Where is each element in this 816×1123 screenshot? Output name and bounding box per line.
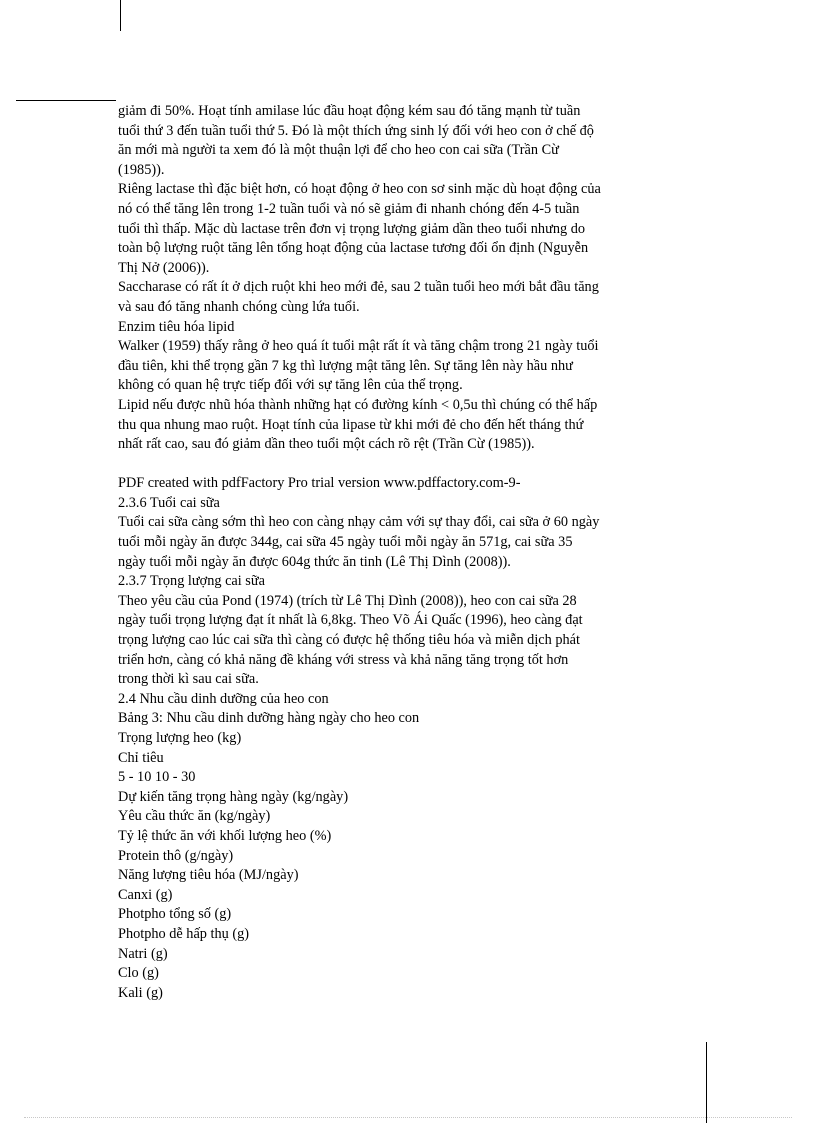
text-line: Tuổi cai sữa càng sớm thì heo con càng nhạy cảm với sự thay đổi, cai sữa ở 60 ngày [118, 514, 600, 531]
text-line: toàn bộ lượng ruột tăng lên tổng hoạt động của lactase tương đối ổn định (Nguyễn [118, 240, 589, 257]
text-line: Walker (1959) thấy rằng ở heo quá ít tuổi mật rất ít và tăng chậm trong 21 ngày tuổi [118, 338, 599, 355]
crop-mark-top-horizontal [16, 100, 116, 101]
table-line: Natri (g) [118, 945, 168, 962]
text-line: Riêng lactase thì đặc biệt hơn, có hoạt động ở heo con sơ sinh mặc dù hoạt động của [118, 181, 601, 198]
text-line: Theo yêu cầu của Pond (1974) (trích từ Lê Thị Dình (2008)), heo con cai sữa 28 [118, 592, 577, 609]
text-line: thu qua nhung mao ruột. Hoạt tính của lipase từ khi mới đẻ cho đến hết tháng thứ [118, 416, 584, 433]
text-line: ngày tuổi mỗi ngày ăn được 604g thức ăn tinh (Lê Thị Dình (2008)). [118, 553, 511, 570]
text-line: Saccharase có rất ít ở dịch ruột khi heo mới đẻ, sau 2 tuần tuổi heo mới bắt đầu tăng [118, 279, 599, 296]
document-body [118, 102, 663, 1003]
section-heading: 2.4 Nhu cầu dinh dưỡng của heo con [118, 690, 329, 707]
text-line: không có quan hệ trực tiếp đối với sự tăng lên của thể trọng. [118, 377, 463, 394]
text-line: Thị Nở (2006)). [118, 259, 210, 276]
text-line: tuổi thì thấp. Mặc dù lactase trên đơn vị trọng lượng giảm dần theo tuổi nhưng do [118, 220, 585, 237]
section-heading: 2.3.6 Tuổi cai sữa [118, 494, 220, 511]
text-line: nhất rất cao, sau đó giảm dần theo tuổi một cách rõ rệt (Trần Cừ (1985)). [118, 436, 535, 453]
table-line: Năng lượng tiêu hóa (MJ/ngày) [118, 867, 299, 884]
blank-line [118, 455, 663, 475]
text-line: tuổi mỗi ngày ăn được 344g, cai sữa 45 ngày tuổi mỗi ngày ăn 571g, cai sữa 35 [118, 534, 573, 551]
text-line: trọng lượng cao lúc cai sữa thì càng có được hệ thống tiêu hóa và miễn dịch phát [118, 632, 580, 649]
pdf-footer-note: PDF created with pdfFactory Pro trial version www.pdffactory.com-9- [118, 475, 521, 492]
text-line: Lipid nếu được nhũ hóa thành những hạt có đường kính < 0,5u thì chúng có thể hấp [118, 396, 598, 413]
crop-mark-top-vertical [120, 0, 121, 31]
text-line: nó có thể tăng lên trong 1-2 tuần tuổi và nó sẽ giảm đi nhanh chóng đến 4-5 tuần [118, 200, 580, 217]
table-line: Trọng lượng heo (kg) [118, 730, 242, 746]
table-line: Photpho tổng số (g) [118, 906, 232, 923]
text-line: ngày tuổi trọng lượng đạt ít nhất là 6,8kg. Theo Võ Ái Quấc (1996), heo càng đạt [118, 612, 583, 629]
text-line: giảm đi 50%. Hoạt tính amilase lúc đầu hoạt động kém sau đó tăng mạnh từ tuần [118, 103, 581, 119]
table-line: Kali (g) [118, 984, 163, 1001]
table-line: 5 - 10 10 - 30 [118, 769, 196, 786]
page-bottom-dotted-line [24, 1117, 792, 1118]
text-line: tuổi thứ 3 đến tuần tuổi thứ 5. Đó là một thích ứng sinh lý đối với heo con ở chế độ [118, 122, 594, 139]
table-line: Canxi (g) [118, 886, 173, 903]
section-heading: Enzim tiêu hóa lipid [118, 318, 235, 335]
table-line: Protein thô (g/ngày) [118, 847, 234, 864]
table-line: Photpho dễ hấp thụ (g) [118, 925, 250, 942]
table-line: Dự kiến tăng trọng hàng ngày (kg/ngày) [118, 788, 349, 805]
text-line: và sau đó tăng nhanh chóng cùng lứa tuổi. [118, 298, 360, 315]
table-line: Yêu cầu thức ăn (kg/ngày) [118, 808, 271, 825]
text-line: trong thời kì sau cai sữa. [118, 671, 259, 688]
table-line: Tỷ lệ thức ăn với khối lượng heo (%) [118, 827, 332, 844]
text-line: ăn mới mà người ta xem đó là một thuận lợi để cho heo con cai sữa (Trần Cừ [118, 142, 559, 159]
text-line: đầu tiên, khi thể trọng gần 7 kg thì lượng mật tăng lên. Sự tăng lên này hầu như [118, 357, 573, 374]
section-before-gap [118, 102, 663, 455]
text-line: triển hơn, càng có khả năng đề kháng với stress và khả năng tăng trọng tốt hơn [118, 651, 569, 668]
section-heading: 2.3.7 Trọng lượng cai sữa [118, 573, 265, 590]
table-line: Clo (g) [118, 965, 159, 982]
section-after-gap [118, 474, 663, 1003]
table-line: Chỉ tiêu [118, 749, 164, 766]
crop-mark-bottom-vertical [706, 1042, 707, 1123]
table-caption: Bảng 3: Nhu cầu dinh dưỡng hàng ngày cho heo con [118, 710, 420, 727]
text-line: (1985)). [118, 161, 165, 178]
